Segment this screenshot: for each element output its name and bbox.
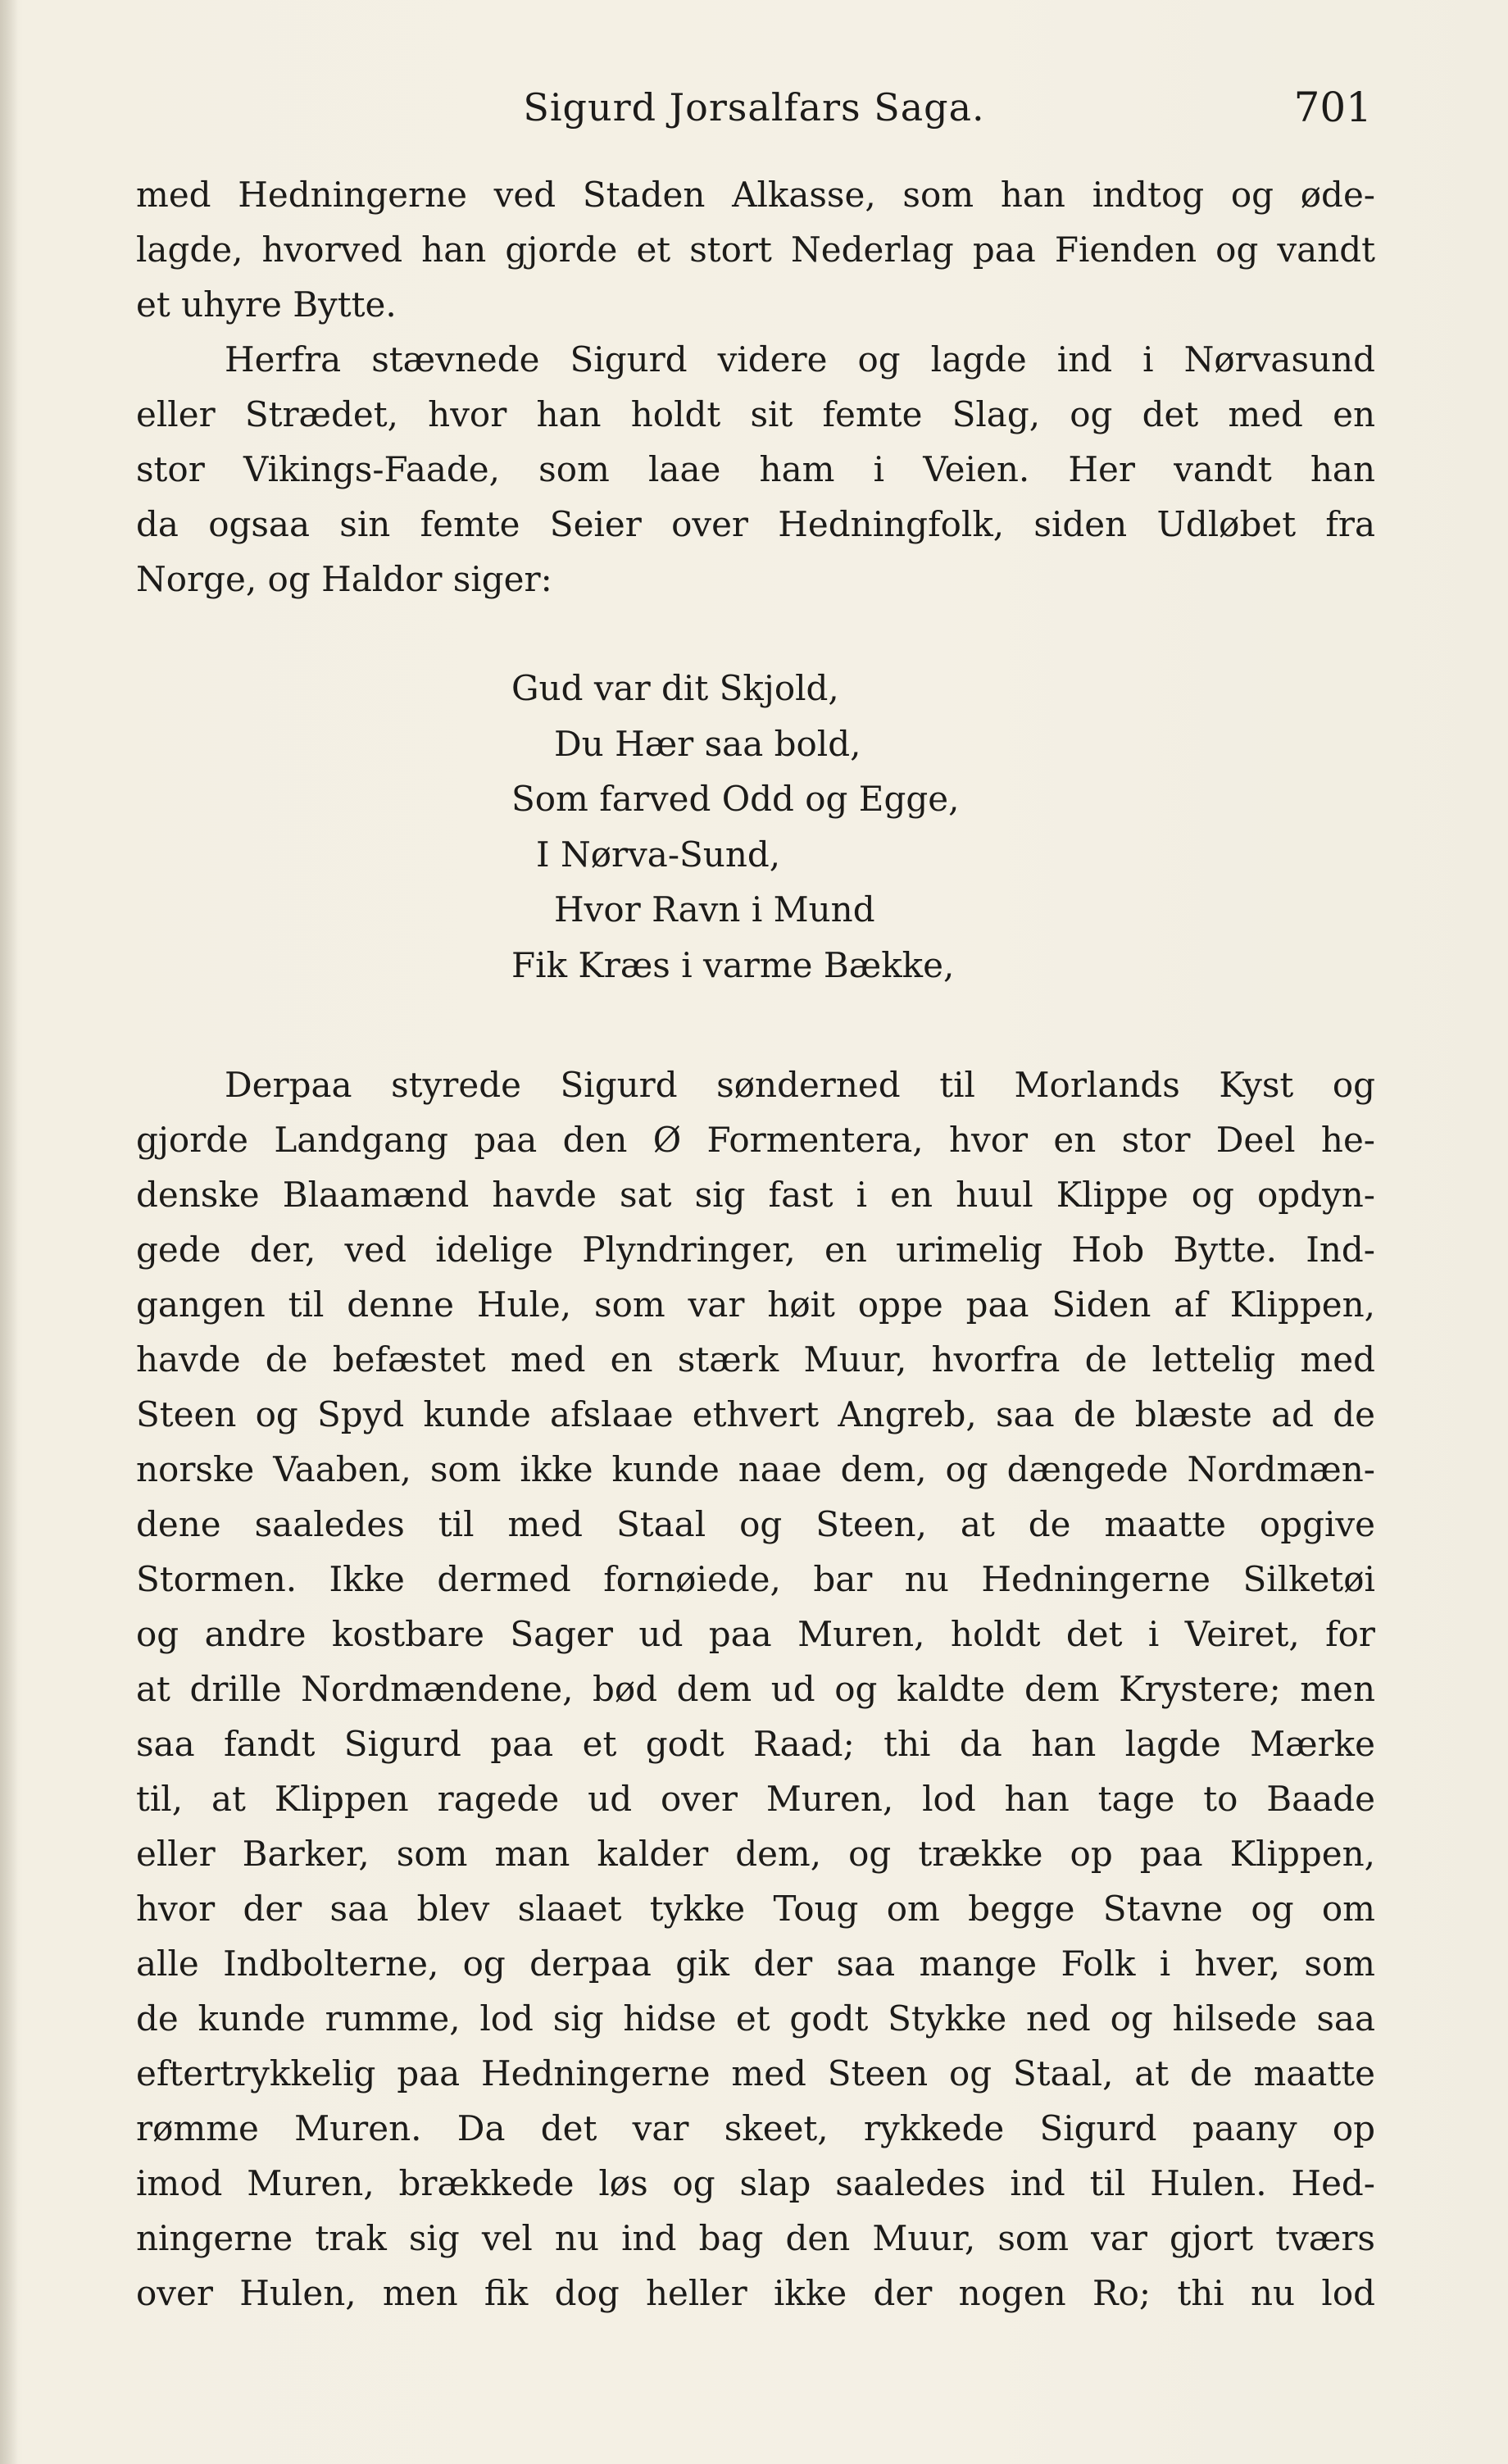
poem-verse: Hvor Ravn i Mund <box>554 889 875 930</box>
spine-shadow <box>0 0 18 2464</box>
text-line: da ogsaa sin femte Seier over Hedningfolk, siden Udløbet fra <box>136 504 1375 544</box>
text-line: dene saaledes til med Staal og Steen, at de maatte opgive <box>136 1504 1375 1544</box>
prose-section-1 <box>136 167 1375 607</box>
poem-verse: Gud var dit Skjold, <box>511 668 839 708</box>
poem-verse: Du Hær saa bold, <box>554 723 861 764</box>
text-line: Steen og Spyd kunde afslaae ethvert Angreb, saa de blæste ad de <box>136 1394 1375 1434</box>
text-line: eftertrykkelig paa Hedningerne med Steen og Staal, at de maatte <box>136 2053 1375 2093</box>
poem-verse: Fik Kræs i varme Bække, <box>511 944 955 985</box>
text-line: over Hulen, men fik dog heller ikke der nogen Ro; thi nu lod <box>136 2273 1375 2313</box>
text-line: gjorde Landgang paa den Ø Formentera, hvor en stor Deel he- <box>136 1120 1375 1160</box>
prose-section-2 <box>136 1057 1375 2321</box>
poem-verse: I Nørva-Sund, <box>536 834 781 875</box>
poem-stanza <box>511 661 1085 993</box>
text-line: og andre kostbare Sager ud paa Muren, holdt det i Veiret, for <box>136 1614 1375 1654</box>
text-line: eller Strædet, hvor han holdt sit femte Slag, og det med en <box>136 394 1375 434</box>
text-line: med Hedningerne ved Staden Alkasse, som han indtog og øde- <box>136 175 1375 215</box>
text-line: til, at Klippen ragede ud over Muren, lod han tage to Baade <box>136 1779 1375 1819</box>
text-line: at drille Nordmændene, bød dem ud og kaldte dem Krystere; men <box>136 1669 1375 1709</box>
page-number: 701 <box>1293 84 1372 131</box>
text-line: Herfra stævnede Sigurd videre og lagde ind i Nørvasund <box>225 339 1375 380</box>
text-line: havde de befæstet med en stærk Muur, hvorfra de lettelig med <box>136 1339 1375 1380</box>
running-head <box>136 79 1372 136</box>
text-line: de kunde rumme, lod sig hidse et godt Stykke ned og hilsede saa <box>136 1998 1375 2039</box>
text-line: lagde, hvorved han gjorde et stort Nederlag paa Fienden og vandt <box>136 230 1375 270</box>
text-line: norske Vaaben, som ikke kunde naae dem, og dængede Nordmæn- <box>136 1449 1375 1489</box>
text-line: stor Vikings-Faade, som laae ham i Veien. Her vandt han <box>136 449 1375 489</box>
text-line: Stormen. Ikke dermed fornøiede, bar nu Hedningerne Silketøi <box>136 1559 1375 1599</box>
text-line: rømme Muren. Da det var skeet, rykkede Sigurd paany op <box>136 2108 1375 2148</box>
poem-verse: Som farved Odd og Egge, <box>511 779 960 819</box>
text-line: et uhyre Bytte. <box>136 284 397 325</box>
text-line: alle Indbolterne, og derpaa gik der saa mange Folk i hver, som <box>136 1943 1375 1984</box>
text-line: gangen til denne Hule, som var høit oppe paa Siden af Klippen, <box>136 1284 1375 1325</box>
text-line: denske Blaamænd havde sat sig fast i en huul Klippe og opdyn- <box>136 1175 1375 1215</box>
text-line: Derpaa styrede Sigurd sønderned til Morlands Kyst og <box>225 1065 1375 1105</box>
text-line: saa fandt Sigurd paa et godt Raad; thi da han lagde Mærke <box>136 1724 1375 1764</box>
text-line: hvor der saa blev slaaet tykke Toug om begge Stavne og om <box>136 1889 1375 1929</box>
text-line: gede der, ved idelige Plyndringer, en urimelig Hob Bytte. Ind- <box>136 1230 1375 1270</box>
text-line: Norge, og Haldor siger: <box>136 559 552 599</box>
text-line: imod Muren, brækkede løs og slap saaledes ind til Hulen. Hed- <box>136 2163 1375 2203</box>
text-line: ningerne trak sig vel nu ind bag den Muur, som var gjort tværs <box>136 2218 1375 2258</box>
text-line: eller Barker, som man kalder dem, og trække op paa Klippen, <box>136 1834 1375 1874</box>
running-title: Sigurd Jorsalfars Saga. <box>523 85 985 130</box>
